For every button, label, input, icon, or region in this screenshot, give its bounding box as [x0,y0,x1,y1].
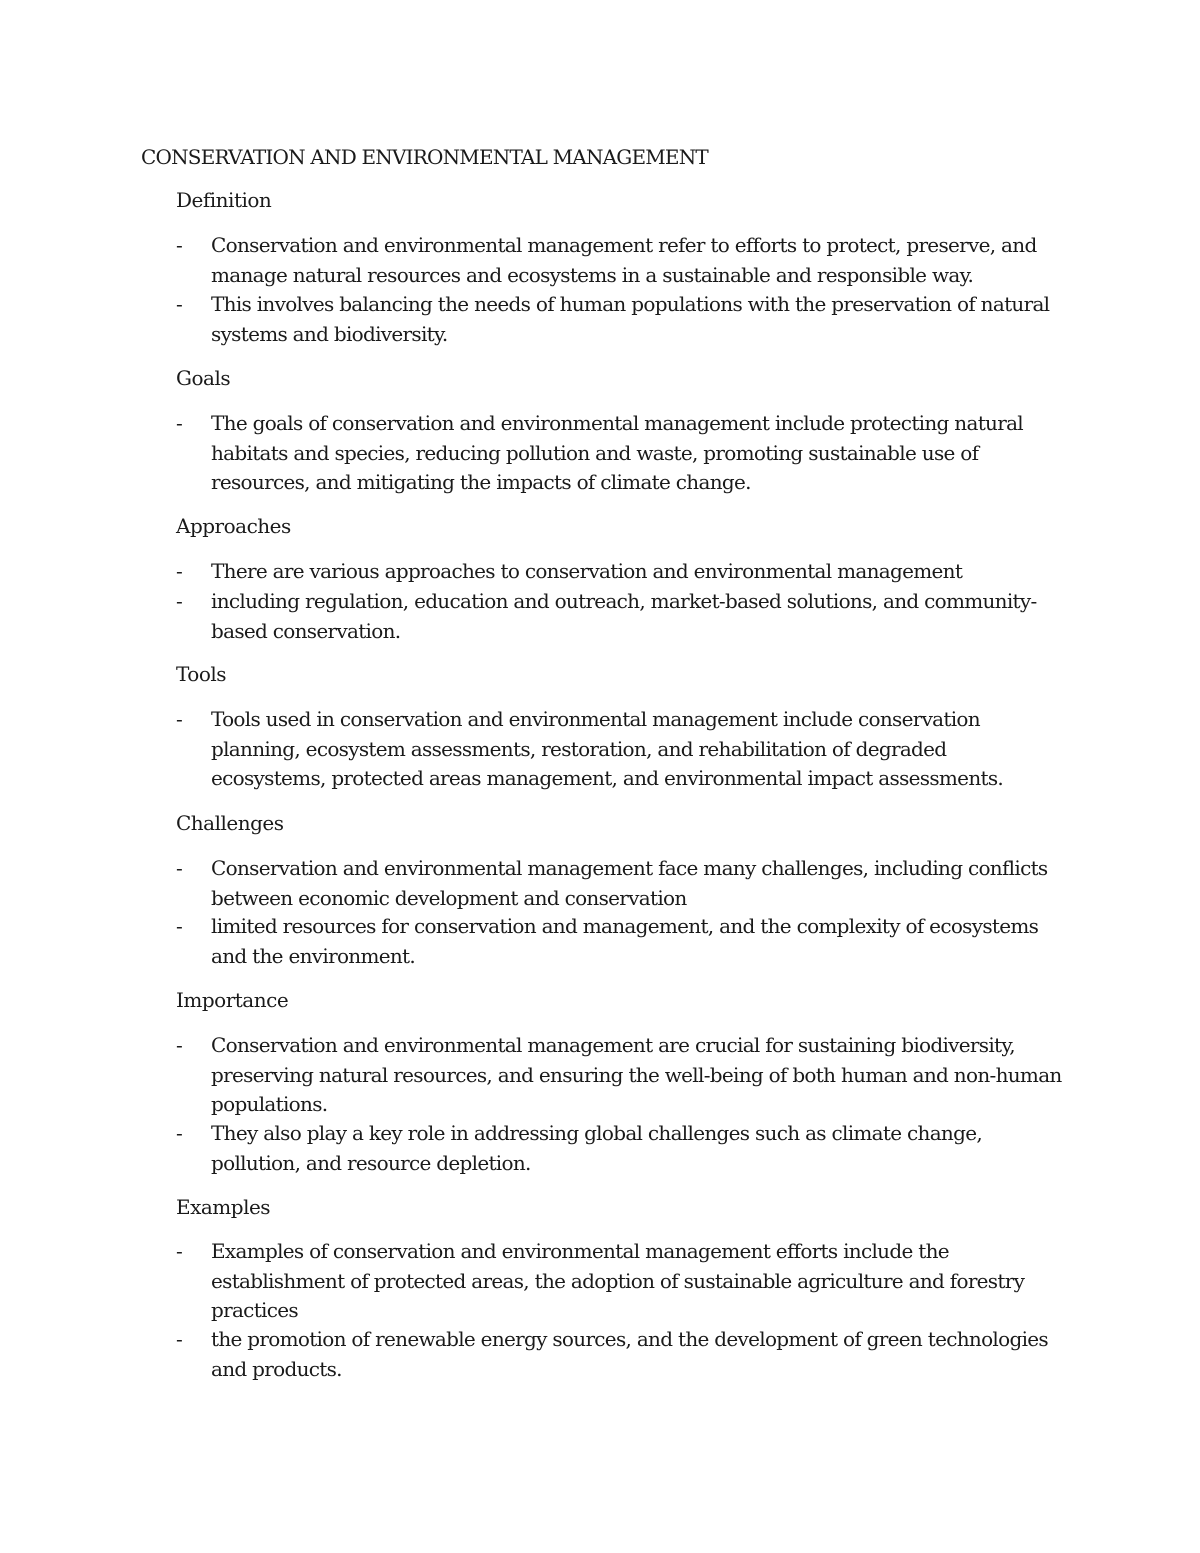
bullet-dash: - [176,589,183,613]
list-item [176,587,1066,646]
bullet-dash: - [176,292,183,316]
list-item-text: Examples of conservation and environmental management efforts include the establishment of protected areas, the adoption of sustainable agriculture and forestry practices [211,1239,1025,1322]
section-heading-challenges: Challenges [176,811,284,835]
list-item [176,1119,1066,1178]
list-item-text: Conservation and environmental management refer to efforts to protect, preserve, and manage natural resources and ecosystems in a sustainable and responsible way. [211,233,1037,287]
list-item [176,705,1066,794]
bullet-dash: - [176,1121,183,1145]
list-item-text: There are various approaches to conservation and environmental management [211,559,963,583]
list-item-text: the promotion of renewable energy sources, and the development of green technologies and products. [211,1327,1048,1381]
section-heading-importance: Importance [176,988,289,1012]
bullet-dash: - [176,1033,183,1057]
list-item-text: Tools used in conservation and environmental management include conservation planning, ecosystem assessments, restoration, and rehabilitation of degraded ecosystems, protected areas management, and environmental impact assessments. [211,707,1004,790]
list-item [176,290,1066,349]
bullet-dash: - [176,707,183,731]
list-item [176,557,1066,587]
list-item [176,409,1066,498]
section-heading-examples: Examples [176,1195,271,1219]
list-item-text: This involves balancing the needs of human populations with the preservation of natural systems and biodiversity. [211,292,1050,346]
bullet-dash: - [176,411,183,435]
bullet-dash: - [176,233,183,257]
document-title: CONSERVATION AND ENVIRONMENTAL MANAGEMENT [141,145,708,169]
list-item [176,854,1066,913]
list-item-text: Conservation and environmental management face many challenges, including conflicts between economic development and conservation [211,856,1048,910]
section-heading-definition: Definition [176,188,272,212]
list-item [176,1031,1066,1120]
list-item [176,1237,1066,1326]
list-item [176,1325,1066,1384]
bullet-dash: - [176,914,183,938]
list-item-text: The goals of conservation and environmental management include protecting natural habitats and species, reducing pollution and waste, promoting sustainable use of resources, and mitigating the impacts of climate change. [211,411,1023,494]
section-heading-approaches: Approaches [176,514,291,538]
list-item-text: They also play a key role in addressing global challenges such as climate change, pollution, and resource depletion. [211,1121,983,1175]
list-item [176,231,1066,290]
section-heading-goals: Goals [176,366,231,390]
bullet-dash: - [176,559,183,583]
section-heading-tools: Tools [176,662,227,686]
list-item [176,912,1066,971]
list-item-text: including regulation, education and outreach, market-based solutions, and community-based conservation. [211,589,1037,643]
bullet-dash: - [176,1327,183,1351]
list-item-text: limited resources for conservation and management, and the complexity of ecosystems and the environment. [211,914,1039,968]
bullet-dash: - [176,856,183,880]
bullet-dash: - [176,1239,183,1263]
list-item-text: Conservation and environmental management are crucial for sustaining biodiversity, preserving natural resources, and ensuring the well-being of both human and non-human populations. [211,1033,1062,1116]
